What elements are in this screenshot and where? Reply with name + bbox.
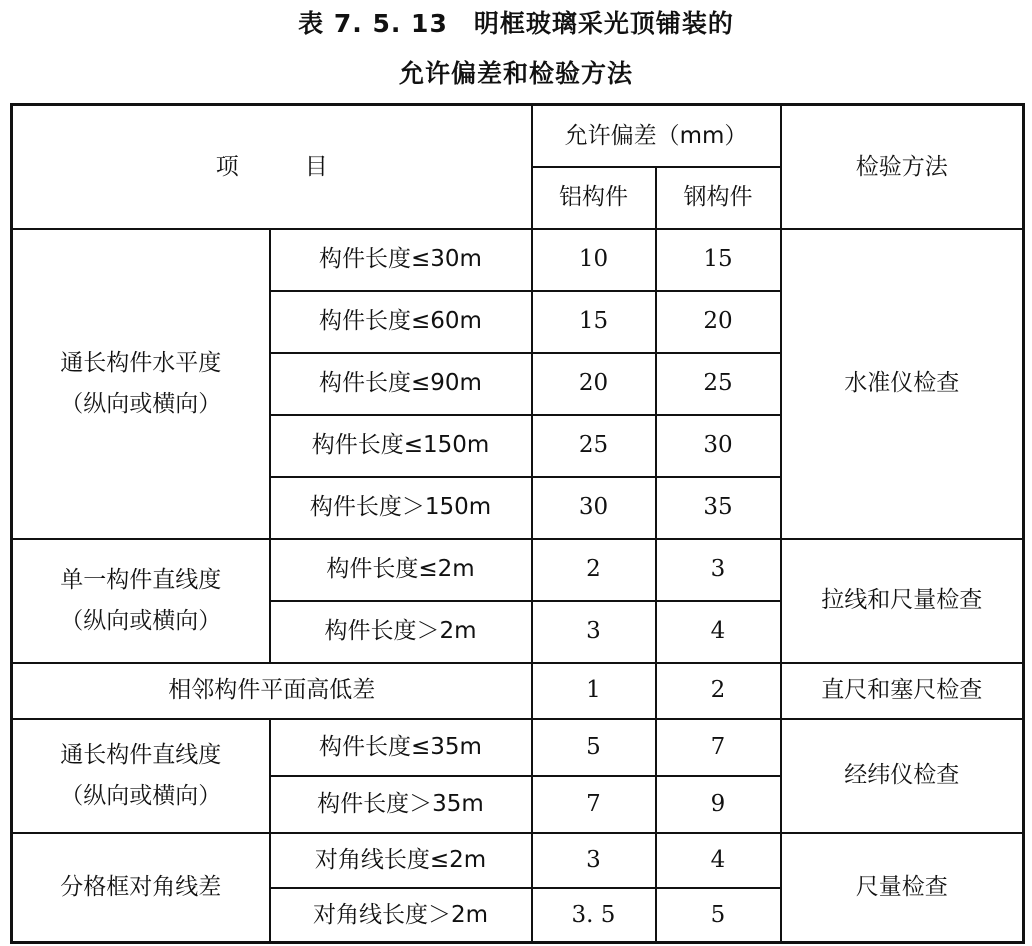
header-row-1 xyxy=(12,105,1024,167)
group-label-line2: （纵向或横向） xyxy=(60,607,222,634)
condition-cell: 构件长度≤60m xyxy=(270,291,532,353)
header-item-char-2: 目 xyxy=(304,153,328,180)
table-title-line2: 允许偏差和检验方法 xyxy=(398,59,633,88)
tolerance-table xyxy=(10,103,1025,944)
group-label-line1: 单一构件直线度 xyxy=(60,567,222,594)
aluminum-value: 7 xyxy=(532,776,656,833)
table-row xyxy=(12,719,1024,776)
aluminum-value: 3 xyxy=(532,601,656,663)
condition-cell: 构件长度＞2m xyxy=(270,601,532,663)
condition-cell: 对角线长度≤2m xyxy=(270,833,532,888)
aluminum-value: 5 xyxy=(532,719,656,776)
steel-value: 25 xyxy=(656,353,781,415)
condition-cell: 构件长度≤90m xyxy=(270,353,532,415)
steel-value: 4 xyxy=(656,601,781,663)
steel-value: 20 xyxy=(656,291,781,353)
condition-cell: 构件长度≤30m xyxy=(270,229,532,291)
header-item xyxy=(12,105,532,229)
condition-cell: 对角线长度＞2m xyxy=(270,888,532,943)
steel-value: 2 xyxy=(656,663,781,719)
steel-value: 9 xyxy=(656,776,781,833)
table-row xyxy=(12,539,1024,601)
header-item-char-1: 项 xyxy=(215,153,239,180)
table-row xyxy=(12,833,1024,888)
steel-value: 7 xyxy=(656,719,781,776)
steel-value: 5 xyxy=(656,888,781,943)
method-cell: 尺量检查 xyxy=(781,833,1024,943)
aluminum-value: 10 xyxy=(532,229,656,291)
group-label-single-straightness xyxy=(12,539,270,663)
method-cell: 水准仪检查 xyxy=(781,229,1024,539)
group-label-horizontal xyxy=(12,229,270,539)
condition-cell: 构件长度≤2m xyxy=(270,539,532,601)
table-row xyxy=(12,663,1024,719)
method-cell: 直尺和塞尺检查 xyxy=(781,663,1024,719)
header-steel: 钢构件 xyxy=(656,167,781,229)
group-label-adjacent-height: 相邻构件平面高低差 xyxy=(12,663,532,719)
aluminum-value: 3 xyxy=(532,833,656,888)
steel-value: 35 xyxy=(656,477,781,539)
aluminum-value: 15 xyxy=(532,291,656,353)
steel-value: 3 xyxy=(656,539,781,601)
table-row xyxy=(12,229,1024,291)
method-cell: 拉线和尺量检查 xyxy=(781,539,1024,663)
header-method: 检验方法 xyxy=(781,105,1024,229)
aluminum-value: 2 xyxy=(532,539,656,601)
header-tolerance: 允许偏差（mm） xyxy=(532,105,781,167)
aluminum-value: 3. 5 xyxy=(532,888,656,943)
aluminum-value: 30 xyxy=(532,477,656,539)
group-label-line2: （纵向或横向） xyxy=(60,390,222,417)
aluminum-value: 25 xyxy=(532,415,656,477)
group-label-line1: 通长构件水平度 xyxy=(60,350,222,377)
condition-cell: 构件长度≤150m xyxy=(270,415,532,477)
group-label-line1: 通长构件直线度 xyxy=(60,742,222,769)
condition-cell: 构件长度＞150m xyxy=(270,477,532,539)
table-title-line1: 表 7. 5. 13 明框玻璃采光顶铺装的 xyxy=(298,9,734,38)
aluminum-value: 20 xyxy=(532,353,656,415)
group-label-full-straightness xyxy=(12,719,270,833)
condition-cell: 构件长度＞35m xyxy=(270,776,532,833)
method-cell: 经纬仪检查 xyxy=(781,719,1024,833)
group-label-diagonal: 分格框对角线差 xyxy=(12,833,270,943)
header-aluminum: 铝构件 xyxy=(532,167,656,229)
steel-value: 4 xyxy=(656,833,781,888)
group-label-line2: （纵向或横向） xyxy=(60,782,222,809)
steel-value: 15 xyxy=(656,229,781,291)
steel-value: 30 xyxy=(656,415,781,477)
condition-cell: 构件长度≤35m xyxy=(270,719,532,776)
aluminum-value: 1 xyxy=(532,663,656,719)
